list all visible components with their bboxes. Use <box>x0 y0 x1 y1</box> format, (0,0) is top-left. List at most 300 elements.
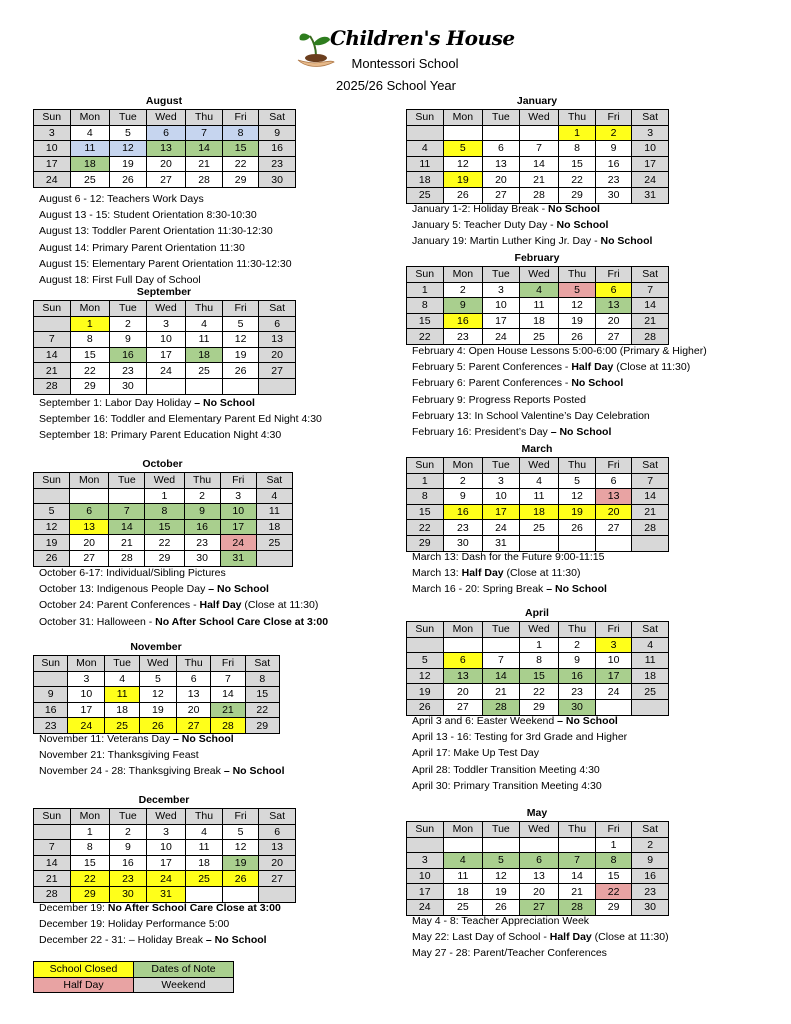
legend-weekend: Weekend <box>134 977 234 993</box>
day-cell: 26 <box>222 871 259 887</box>
day-header: Thu <box>184 473 220 489</box>
day-cell: 24 <box>220 535 256 551</box>
day-cell: 29 <box>559 187 596 203</box>
event-list <box>39 565 328 630</box>
day-header: Sat <box>632 622 669 638</box>
day-cell: 3 <box>146 824 186 840</box>
day-cell: 14 <box>632 489 669 505</box>
event-text: April 13 - 16: Testing for 3rd Grade and Higher <box>412 731 628 744</box>
day-cell: 22 <box>70 363 110 379</box>
day-header: Wed <box>146 301 186 317</box>
week-row <box>407 884 669 900</box>
day-header: Fri <box>222 809 259 825</box>
event-item <box>39 565 328 581</box>
day-cell: 19 <box>443 172 483 188</box>
day-header: Wed <box>146 110 186 126</box>
event-item <box>39 614 328 630</box>
day-cell: 7 <box>519 141 559 157</box>
event-list <box>412 343 707 440</box>
day-cell: 17 <box>34 156 71 172</box>
week-row <box>407 520 669 536</box>
event-text: October 31: Halloween - <box>39 615 156 628</box>
day-cell: 20 <box>70 535 109 551</box>
day-cell: 18 <box>186 347 223 363</box>
day-cell: 15 <box>407 504 444 520</box>
event-item <box>412 581 607 597</box>
day-cell: 27 <box>259 363 296 379</box>
day-cell: 25 <box>105 718 139 734</box>
day-header: Fri <box>595 110 632 126</box>
event-text: October 6-17: Individual/Sibling Pictures <box>39 567 226 579</box>
school-subtitle: Montessori School <box>351 56 459 71</box>
day-header: Tue <box>483 267 520 283</box>
day-cell: 10 <box>632 141 669 157</box>
day-cell: 6 <box>259 316 296 332</box>
event-emphasis: – No School <box>223 765 285 778</box>
event-text: February 13: In School Valentine’s Day Celebration <box>412 409 650 422</box>
day-cell: 24 <box>632 172 669 188</box>
event-text: October 24: Parent Conferences - <box>39 599 200 612</box>
day-cell: 8 <box>559 141 596 157</box>
day-cell: 27 <box>259 871 296 887</box>
day-cell: 11 <box>186 840 223 856</box>
day-header: Wed <box>145 473 184 489</box>
event-list <box>412 549 607 598</box>
day-cell: 29 <box>222 172 259 188</box>
day-cell: 10 <box>595 653 632 669</box>
day-cell: 28 <box>632 329 669 345</box>
day-header: Wed <box>139 656 176 672</box>
event-item <box>412 945 669 961</box>
week-row <box>34 125 296 141</box>
day-header: Tue <box>483 458 520 474</box>
event-item <box>39 427 322 443</box>
week-row <box>407 653 669 669</box>
day-cell: 1 <box>519 637 559 653</box>
day-cell: 11 <box>105 687 139 703</box>
event-text: December 22 - 31: – Holiday Break <box>39 934 206 947</box>
week-row <box>34 687 280 703</box>
legend <box>33 961 234 993</box>
day-cell: 24 <box>407 899 444 915</box>
day-cell: 31 <box>220 550 256 566</box>
day-cell: 3 <box>220 488 256 504</box>
event-list <box>39 900 281 949</box>
day-cell: 10 <box>220 504 256 520</box>
calendar-grid <box>33 109 296 188</box>
day-cell: 9 <box>632 853 669 869</box>
day-cell: 18 <box>186 855 223 871</box>
day-cell: 18 <box>407 172 444 188</box>
week-row <box>407 853 669 869</box>
event-emphasis: Half Day <box>549 931 592 944</box>
day-header: Wed <box>519 822 559 838</box>
day-cell: 23 <box>110 871 147 887</box>
event-emphasis: Half Day <box>461 567 504 580</box>
day-cell: 6 <box>595 282 632 298</box>
event-text: August 6 - 12: Teachers Work Days <box>39 193 204 205</box>
day-cell: 28 <box>186 172 223 188</box>
day-cell: 19 <box>222 855 259 871</box>
event-emphasis: – No School <box>550 426 612 439</box>
day-cell: 26 <box>443 187 483 203</box>
day-cell: 7 <box>483 653 520 669</box>
week-row <box>34 504 293 520</box>
day-header: Fri <box>211 656 245 672</box>
day-cell: 26 <box>110 172 147 188</box>
event-text: December 19: <box>39 902 108 914</box>
day-cell: 19 <box>559 313 596 329</box>
day-header: Mon <box>70 110 110 126</box>
week-row <box>34 824 296 840</box>
day-header: Sun <box>407 822 444 838</box>
week-row <box>34 871 296 887</box>
day-cell: 2 <box>443 473 483 489</box>
day-cell: 2 <box>110 316 147 332</box>
day-cell: 5 <box>407 653 444 669</box>
day-cell: 20 <box>259 347 296 363</box>
day-cell: 23 <box>443 520 483 536</box>
day-cell: 13 <box>70 519 109 535</box>
day-cell: 14 <box>559 868 596 884</box>
day-cell: 11 <box>186 332 223 348</box>
event-item <box>412 929 669 945</box>
day-cell: 19 <box>407 684 444 700</box>
day-cell: 24 <box>483 329 520 345</box>
month-title: January <box>516 95 558 107</box>
day-cell <box>34 488 70 504</box>
day-cell: 29 <box>145 550 184 566</box>
day-cell: 19 <box>34 535 70 551</box>
day-cell: 18 <box>256 519 292 535</box>
day-cell: 21 <box>109 535 145 551</box>
day-cell: 22 <box>145 535 184 551</box>
day-cell: 17 <box>146 347 186 363</box>
day-cell: 22 <box>407 520 444 536</box>
day-cell <box>34 316 71 332</box>
event-list <box>39 731 285 780</box>
week-row <box>34 671 280 687</box>
day-cell <box>443 837 483 853</box>
day-cell: 5 <box>559 473 596 489</box>
week-row <box>407 298 669 314</box>
day-cell: 27 <box>595 520 632 536</box>
day-cell: 18 <box>70 156 110 172</box>
legend-dates-of-note: Dates of Note <box>134 962 234 978</box>
day-cell: 22 <box>222 156 259 172</box>
day-cell: 8 <box>595 853 632 869</box>
day-header: Sun <box>407 267 444 283</box>
event-text: May 27 - 28: Parent/Teacher Conferences <box>412 947 607 960</box>
day-cell: 3 <box>483 473 520 489</box>
week-row <box>407 668 669 684</box>
event-text: (Close at 11:30) <box>613 361 691 374</box>
event-item <box>412 375 707 391</box>
event-item <box>39 932 281 948</box>
day-cell: 18 <box>632 668 669 684</box>
day-cell: 14 <box>519 156 559 172</box>
day-cell: 28 <box>483 699 520 715</box>
day-header-row <box>407 622 669 638</box>
day-cell: 16 <box>34 702 68 718</box>
day-cell: 27 <box>176 718 210 734</box>
day-cell <box>632 535 669 551</box>
day-cell: 17 <box>483 504 520 520</box>
event-emphasis: No School <box>556 219 609 232</box>
day-cell: 27 <box>519 899 559 915</box>
calendar-grid <box>33 808 296 903</box>
day-cell: 8 <box>407 298 444 314</box>
day-cell: 29 <box>595 899 632 915</box>
day-cell: 25 <box>519 329 559 345</box>
day-header: Sat <box>259 809 296 825</box>
day-cell: 12 <box>559 489 596 505</box>
day-cell: 10 <box>68 687 105 703</box>
day-header: Mon <box>443 458 483 474</box>
day-cell: 8 <box>145 504 184 520</box>
day-cell: 18 <box>443 884 483 900</box>
event-text: September 16: Toddler and Elementary Parent Ed Night 4:30 <box>39 413 322 426</box>
day-cell: 5 <box>483 853 520 869</box>
week-row <box>407 868 669 884</box>
day-cell: 21 <box>211 702 245 718</box>
day-cell: 25 <box>407 187 444 203</box>
day-cell: 27 <box>595 329 632 345</box>
event-text: November 21: Thanksgiving Feast <box>39 749 199 762</box>
day-cell: 15 <box>245 687 279 703</box>
day-cell: 10 <box>407 868 444 884</box>
day-cell: 6 <box>176 671 210 687</box>
day-cell: 20 <box>443 684 483 700</box>
day-cell <box>407 125 444 141</box>
calendar-grid <box>406 457 669 552</box>
event-emphasis: – No School <box>173 733 234 745</box>
day-header: Thu <box>559 458 596 474</box>
day-cell: 26 <box>139 718 176 734</box>
day-cell: 20 <box>595 504 632 520</box>
event-emphasis: No School <box>571 377 624 390</box>
day-cell: 10 <box>146 332 186 348</box>
day-header: Mon <box>443 622 483 638</box>
event-text: October 13: Indigenous People Day <box>39 583 209 596</box>
event-item <box>412 408 707 424</box>
day-cell: 11 <box>519 489 559 505</box>
day-cell: 28 <box>632 520 669 536</box>
day-header: Sat <box>245 656 279 672</box>
day-header: Tue <box>483 822 520 838</box>
day-cell: 14 <box>34 855 71 871</box>
event-text: December 19: Holiday Performance 5:00 <box>39 918 230 931</box>
day-cell: 6 <box>443 653 483 669</box>
day-cell: 26 <box>34 550 70 566</box>
day-cell: 2 <box>559 637 596 653</box>
week-row <box>34 347 296 363</box>
event-text: August 13: Toddler Parent Orientation 11:30-12:30 <box>39 225 273 238</box>
event-emphasis: Half Day <box>199 599 242 612</box>
event-text: September 1: Labor Day Holiday <box>39 397 195 409</box>
event-text: August 18: First Full Day of School <box>39 274 201 287</box>
day-header: Mon <box>443 110 483 126</box>
day-header-row <box>34 473 293 489</box>
day-cell: 4 <box>256 488 292 504</box>
event-text: November 24 - 28: Thanksgiving Break <box>39 765 224 778</box>
day-cell: 11 <box>407 156 444 172</box>
event-item <box>412 778 627 794</box>
event-item <box>39 395 322 411</box>
day-cell: 26 <box>407 699 444 715</box>
month-title: August <box>145 95 183 107</box>
day-cell: 13 <box>259 840 296 856</box>
day-header: Sun <box>34 656 68 672</box>
event-list <box>39 395 322 444</box>
day-cell: 13 <box>519 868 559 884</box>
day-cell <box>407 637 444 653</box>
day-cell <box>407 837 444 853</box>
day-cell: 19 <box>483 884 520 900</box>
day-header: Fri <box>595 458 632 474</box>
day-cell: 22 <box>595 884 632 900</box>
day-cell: 16 <box>443 504 483 520</box>
day-cell: 23 <box>632 884 669 900</box>
day-cell: 1 <box>70 824 110 840</box>
day-cell: 11 <box>256 504 292 520</box>
event-text: March 16 - 20: Spring Break <box>412 583 547 596</box>
day-cell: 22 <box>559 172 596 188</box>
event-emphasis: No After School Care Close at 3:00 <box>155 615 329 628</box>
week-row <box>407 504 669 520</box>
event-text: February 6: Parent Conferences - <box>412 377 572 390</box>
event-item <box>412 343 707 359</box>
day-cell: 2 <box>443 282 483 298</box>
event-text: August 14: Primary Parent Orientation 11:30 <box>39 241 245 254</box>
day-header: Sun <box>34 301 71 317</box>
day-cell <box>559 837 596 853</box>
day-cell: 15 <box>145 519 184 535</box>
day-header-row <box>407 822 669 838</box>
week-row <box>34 172 296 188</box>
event-text: January 1-2: Holiday Break - <box>412 203 548 215</box>
day-cell: 1 <box>145 488 184 504</box>
day-cell: 2 <box>632 837 669 853</box>
day-cell: 13 <box>595 489 632 505</box>
day-cell: 20 <box>259 855 296 871</box>
event-text: (Close at 11:30) <box>591 931 669 944</box>
day-cell: 13 <box>443 668 483 684</box>
week-row <box>407 141 669 157</box>
day-cell: 1 <box>407 473 444 489</box>
event-text: September 18: Primary Parent Education Night 4:30 <box>39 429 282 442</box>
day-header: Fri <box>595 267 632 283</box>
day-cell <box>34 824 71 840</box>
day-cell: 7 <box>109 504 145 520</box>
day-cell: 7 <box>211 671 245 687</box>
day-cell: 6 <box>519 853 559 869</box>
day-cell: 12 <box>443 156 483 172</box>
day-cell: 23 <box>443 329 483 345</box>
day-cell: 6 <box>483 141 520 157</box>
day-cell: 24 <box>483 520 520 536</box>
day-cell: 3 <box>595 637 632 653</box>
week-row <box>34 855 296 871</box>
week-row <box>34 332 296 348</box>
day-header-row <box>34 301 296 317</box>
day-cell: 5 <box>443 141 483 157</box>
day-cell: 10 <box>483 489 520 505</box>
day-cell: 29 <box>70 378 110 394</box>
day-cell <box>519 837 559 853</box>
day-cell: 10 <box>483 298 520 314</box>
day-cell: 30 <box>559 699 596 715</box>
day-header: Sat <box>632 458 669 474</box>
day-cell: 15 <box>407 313 444 329</box>
day-header-row <box>407 458 669 474</box>
day-header: Sat <box>259 110 296 126</box>
calendar-grid <box>406 109 669 204</box>
day-cell: 6 <box>146 125 186 141</box>
day-cell: 1 <box>407 282 444 298</box>
event-list <box>412 913 669 962</box>
day-cell: 12 <box>222 840 259 856</box>
day-cell: 23 <box>259 156 296 172</box>
day-cell: 16 <box>110 855 147 871</box>
event-emphasis: No School <box>600 235 653 248</box>
day-header: Sat <box>632 822 669 838</box>
day-cell: 26 <box>222 363 259 379</box>
event-text: May 22: Last Day of School - <box>412 931 550 944</box>
day-header-row <box>34 656 280 672</box>
legend-school-closed: School Closed <box>34 962 134 978</box>
week-row <box>34 535 293 551</box>
event-list <box>39 191 292 288</box>
event-item <box>39 731 285 747</box>
event-emphasis: – No School <box>205 934 267 947</box>
event-text: January 19: Martin Luther King Jr. Day - <box>412 235 601 248</box>
week-row <box>407 684 669 700</box>
day-header: Tue <box>483 110 520 126</box>
day-cell: 4 <box>632 637 669 653</box>
event-text: February 4: Open House Lessons 5:00-6:00 (Primary & Higher) <box>412 345 707 357</box>
day-cell: 21 <box>559 884 596 900</box>
day-cell: 21 <box>34 871 71 887</box>
day-cell: 2 <box>595 125 632 141</box>
day-header: Tue <box>483 622 520 638</box>
day-cell: 24 <box>146 871 186 887</box>
day-header: Wed <box>519 110 559 126</box>
event-item <box>412 392 707 408</box>
day-cell <box>259 378 296 394</box>
day-cell: 8 <box>407 489 444 505</box>
day-cell: 20 <box>483 172 520 188</box>
day-cell: 18 <box>105 702 139 718</box>
day-cell: 30 <box>110 378 147 394</box>
month-title: February <box>514 252 560 264</box>
day-cell: 18 <box>519 313 559 329</box>
day-header: Mon <box>70 301 110 317</box>
day-cell <box>483 637 520 653</box>
event-item <box>412 729 627 745</box>
day-cell: 30 <box>443 535 483 551</box>
event-text: (Close at 11:30) <box>503 567 581 580</box>
day-cell: 23 <box>595 172 632 188</box>
event-text: (Close at 11:30) <box>241 599 319 612</box>
day-cell: 21 <box>632 313 669 329</box>
calendar-grid <box>33 655 280 734</box>
event-item <box>412 233 652 249</box>
day-cell: 24 <box>68 718 105 734</box>
day-cell: 16 <box>259 141 296 157</box>
day-cell: 14 <box>186 141 223 157</box>
day-header-row <box>407 110 669 126</box>
